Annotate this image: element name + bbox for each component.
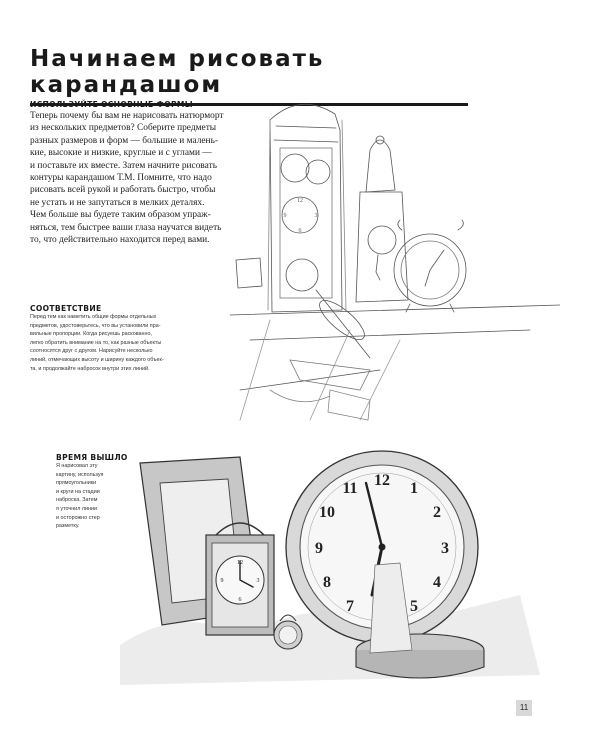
text-line: линий, отмечающих высоту и ширину каждого объек- <box>30 356 164 363</box>
clock-numeral: 9 <box>283 213 287 219</box>
page-title: Начинаем рисовать карандашом <box>30 46 468 106</box>
text-line: и поставьте их вместе. Затем начните рисовать <box>30 160 217 171</box>
text-line: соотносятся друг с другом. Нарисуйте несколько <box>30 348 153 355</box>
clock-sketch-illustration <box>230 90 560 430</box>
section-body-proportion <box>30 313 230 373</box>
clock-numeral: 1 <box>410 480 418 497</box>
section-heading-basic-shapes: ИСПОЛЬЗУЙТЕ ОСНОВНЫЕ ФОРМЫ <box>30 100 193 109</box>
page-number: 11 <box>516 700 532 716</box>
clock-numeral: 11 <box>342 480 358 497</box>
text-line: разметку. <box>56 523 80 530</box>
text-line: прямоугольники <box>56 480 97 487</box>
clock-numeral: 10 <box>319 504 335 521</box>
text-line: то, что действительно находится перед вами. <box>30 235 210 246</box>
clock-numeral: 7 <box>346 598 354 615</box>
finished-clock-drawing <box>120 445 550 695</box>
text-line: и круги на стадии <box>56 488 100 495</box>
text-line: не устать и не запутаться в мелких деталях. <box>30 197 205 208</box>
section-body-time-up <box>56 462 126 531</box>
text-line: из нескольких предметов? Соберите предметы <box>30 123 217 134</box>
section-heading-time-up: ВРЕМЯ ВЫШЛО <box>56 453 128 462</box>
section-heading-proportion: СООТВЕТСТВИЕ <box>30 304 102 313</box>
clock-numeral: 4 <box>433 574 441 591</box>
text-line: Чем больше вы будете таким образом упраж- <box>30 210 211 221</box>
text-line: разных размеров и форм — большие и малень- <box>30 135 218 146</box>
clock-numeral: 5 <box>410 598 418 615</box>
text-line: я уточнил линии <box>56 505 97 512</box>
clock-numeral: 3 <box>441 540 449 557</box>
text-line: легко обратить внимание на то, как разные объекты <box>30 339 162 346</box>
text-line: Я нарисовал эту <box>56 463 98 469</box>
clock-numeral: 6 <box>298 228 302 234</box>
text-line: предметов, удостоверьтесь, что вы установили пра- <box>30 322 161 329</box>
clock-numeral: 12 <box>297 198 303 204</box>
text-line: картину, используя <box>56 471 104 478</box>
clock-numeral: 12 <box>237 560 243 566</box>
text-line: няться, тем быстрее ваши глаза научатся видеть <box>30 222 222 233</box>
clock-numeral: 6 <box>238 597 242 603</box>
text-line: вильные пропорции. Когда рисуешь раскованно, <box>30 331 152 338</box>
text-line: наброска. Затем <box>56 497 98 504</box>
text-line: Теперь почему бы вам не нарисовать натюрморт <box>30 111 224 121</box>
clock-numeral: 9 <box>315 540 323 557</box>
clock-numeral: 2 <box>433 504 441 521</box>
clock-numeral: 12 <box>374 472 390 489</box>
text-line: и осторожно стер <box>56 514 100 521</box>
text-line: контуры карандашом Т.М. Помните, что надо <box>30 173 212 184</box>
clock-numeral: 3 <box>256 578 260 584</box>
text-line: кие, высокие и низкие, круглые и с углами — <box>30 148 212 159</box>
text-line: рисовать всей рукой и работать быстро, чтобы <box>30 185 216 196</box>
text-line: Перед тем как наметить общие формы отдельных <box>30 314 157 320</box>
text-line: та, и продолжайте набросок внутри этих линий. <box>30 365 150 372</box>
clock-numeral: 9 <box>220 578 224 584</box>
clock-numeral: 3 <box>314 213 318 219</box>
clock-numeral: 8 <box>323 574 331 591</box>
